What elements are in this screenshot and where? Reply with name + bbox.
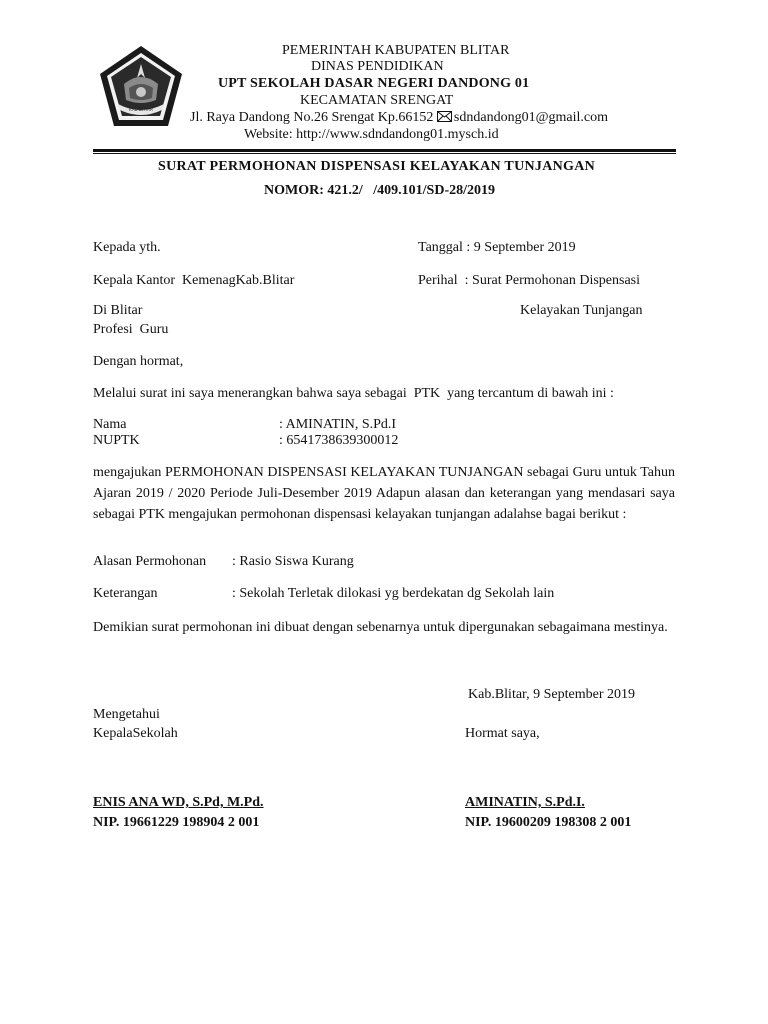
request-paragraph: mengajukan PERMOHONAN DISPENSASI KELAYAKAN TUNJANGAN sebagai Guru untuk Tahun Ajaran 2019 / 2020 Periode Juli-Desember 2019 Adapun alasan dan keterangan yang mendasari saya sebagai PTK mengajukan permohonan dispensasi kelayakan tunjangan adalahse bagai berikut : xyxy=(93,465,675,522)
letter-date: Tanggal : 9 September 2019 xyxy=(418,240,576,255)
left-signer-nip: NIP. 19661229 198904 2 001 xyxy=(93,815,260,830)
right-signer-name: AMINATIN, S.Pd.I. xyxy=(465,795,585,810)
school-address xyxy=(190,110,608,127)
letter-subject: Perihal : Surat Permohonan Dispensasi xyxy=(418,273,641,288)
envelope-icon xyxy=(437,111,452,127)
recipient-kepada: Kepada yth. xyxy=(93,240,161,255)
alasan-label: Alasan Permohonan xyxy=(93,554,207,569)
place-date: Kab.Blitar, 9 September 2019 xyxy=(468,687,636,702)
keterangan-label: Keterangan xyxy=(93,586,158,601)
letterhead-line2: DINAS PENDIDIKAN xyxy=(311,59,444,74)
right-sign-title: Hormat saya, xyxy=(465,726,540,741)
letter-number: NOMOR: 421.2/ /409.101/SD-28/2019 xyxy=(264,183,495,198)
nama-value: : AMINATIN, S.Pd.I xyxy=(279,417,397,432)
recipient-location: Di Blitar xyxy=(93,303,143,318)
recipient-kepala: Kepala Kantor KemenagKab.Blitar xyxy=(93,273,295,288)
email-text: sdndandong01@gmail.com xyxy=(453,110,608,125)
alasan-value: : Rasio Siswa Kurang xyxy=(232,554,354,569)
logo-band-text: KAB.BLITAR xyxy=(129,107,153,112)
letter-subject-cont: Kelayakan Tunjangan xyxy=(520,303,643,318)
letterhead-rule-thin xyxy=(93,153,676,154)
school-name: UPT SEKOLAH DASAR NEGERI DANDONG 01 xyxy=(218,76,530,91)
left-signer-name: ENIS ANA WD, S.Pd, M.Pd. xyxy=(93,795,264,810)
letter-title: SURAT PERMOHONAN DISPENSASI KELAYAKAN TUNJANGAN xyxy=(158,159,596,174)
left-sign-title1: Mengetahui xyxy=(93,707,160,722)
nuptk-value: : 6541738639300012 xyxy=(279,433,399,448)
recipient-profession: Profesi Guru xyxy=(93,322,169,337)
right-signer-nip: NIP. 19600209 198308 2 001 xyxy=(465,815,632,830)
nama-label: Nama xyxy=(93,417,127,432)
salutation: Dengan hormat, xyxy=(93,354,184,369)
keterangan-value: : Sekolah Terletak dilokasi yg berdekatan dg Sekolah lain xyxy=(232,586,555,601)
letterhead-rule-thick xyxy=(93,149,676,152)
letterhead-line1: PEMERINTAH KABUPATEN BLITAR xyxy=(282,43,510,58)
nuptk-label: NUPTK xyxy=(93,433,140,448)
closing-paragraph: Demikian surat permohonan ini dibuat dengan sebenarnya untuk dipergunakan sebagaimana mestinya. xyxy=(93,620,668,635)
school-website: Website: http://www.sdndandong01.mysch.id xyxy=(244,127,499,142)
address-text: Jl. Raya Dandong No.26 Srengat Kp.66152 xyxy=(190,110,434,125)
letterhead-line4: KECAMATAN SRENGAT xyxy=(300,93,454,108)
intro-text: Melalui surat ini saya menerangkan bahwa saya sebagai PTK yang tercantum di bawah ini : xyxy=(93,386,614,401)
blitar-regency-crest-icon xyxy=(98,44,184,130)
left-sign-title2: KepalaSekolah xyxy=(93,726,178,741)
